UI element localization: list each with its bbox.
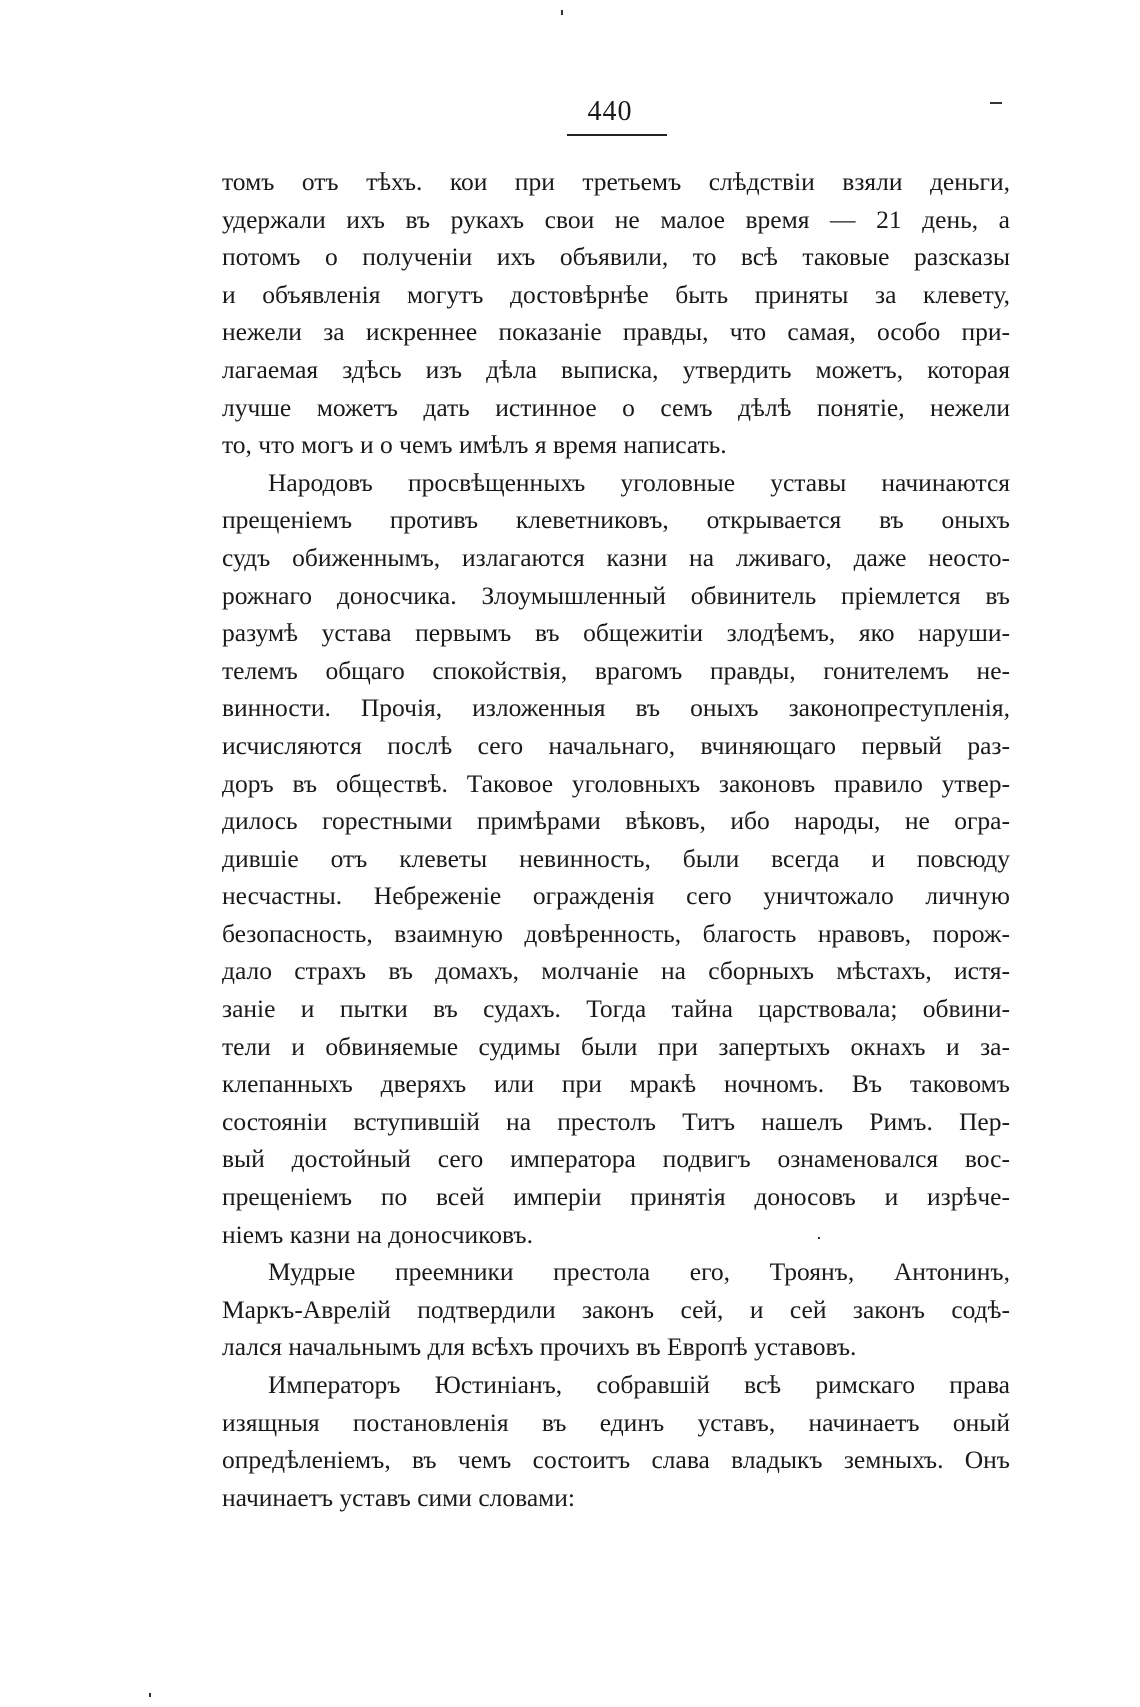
text-line: и объявленія могутъ достовѣрнѣе быть приняты за клевету, <box>222 279 1010 309</box>
text-line: доръ въ обществѣ. Таковое уголовныхъ законовъ правило утвер- <box>222 768 1010 798</box>
text-line: Императоръ Юстиніанъ, собравшій всѣ римскаго права <box>268 1370 1010 1399</box>
text-line: начинаетъ уставъ сими словами: <box>222 1482 576 1512</box>
text-line: нежели за искреннее показаніе правды, что самая, особо при- <box>222 317 1010 347</box>
text-line: изящныя постановленія въ единъ уставъ, начинаетъ оный <box>222 1407 1010 1437</box>
paragraph-1 <box>222 163 1010 464</box>
print-speck <box>149 1693 151 1697</box>
text-line: рожнаго доносчика. Злоумышленный обвинитель пріемлется въ <box>222 580 1010 610</box>
text-line: лучше можетъ дать истинное о семъ дѣлѣ понятіе, нежели <box>222 392 1010 422</box>
text-line: опредѣленіемъ, въ чемъ состоитъ слава владыкъ земныхъ. Онъ <box>222 1445 1010 1475</box>
text-line: томъ отъ тѣхъ. кои при третьемъ слѣдствіи взяли деньги, <box>222 167 1010 196</box>
text-line: прещеніемъ противъ клеветниковъ, открывается въ оныхъ <box>222 505 1010 535</box>
text-line: заніе и пытки въ судахъ. Тогда тайна царствовала; обвини- <box>222 994 1010 1024</box>
text-line: Мудрые преемники престола его, Троянъ, Антонинъ, <box>268 1257 1010 1287</box>
text-line: то, что могъ и о чемъ имѣлъ я время написать. <box>222 430 727 460</box>
text-line: безопасность, взаимную довѣренность, благость нравовъ, порож- <box>222 918 1010 948</box>
print-speck <box>561 10 563 15</box>
text-line: клепанныхъ дверяхъ или при мракѣ ночномъ. Въ таковомъ <box>222 1069 1010 1099</box>
text-line: ніемъ казни на доносчиковъ. <box>222 1219 533 1249</box>
text-line: состояніи вступившій на престолъ Титъ нашелъ Римъ. Пер- <box>222 1106 1010 1136</box>
text-line: дилось горестными примѣрами вѣковъ, ибо народы, не огра- <box>222 806 1010 836</box>
body-text <box>222 163 1010 1516</box>
text-line: судъ обиженнымъ, излагаются казни на лживаго, даже неосто- <box>222 542 1010 572</box>
text-line: несчастны. Небреженіе огражденія сего уничтожало личную <box>222 881 1010 911</box>
text-line: прещеніемъ по всей имперіи принятія доносовъ и изрѣче- <box>222 1182 1010 1212</box>
print-speck <box>990 102 1002 104</box>
text-line: дало страхъ въ домахъ, молчаніе на сборныхъ мѣстахъ, истя- <box>222 956 1010 986</box>
paragraph-2 <box>222 464 1010 1253</box>
page-number: 440 <box>587 96 633 127</box>
text-line: Народовъ просвѣщенныхъ уголовные уставы начинаются <box>268 467 1010 497</box>
text-line: тели и обвиняемые судимы были при запертыхъ окнахъ и за- <box>222 1031 1010 1061</box>
text-line: исчисляются послѣ сего начальнаго, вчиняющаго первый раз- <box>222 730 1010 760</box>
text-line: винности. Прочія, изложенныя въ оныхъ законопреступленія, <box>222 693 1010 723</box>
page-number-rule <box>567 134 667 136</box>
text-line: лался начальнымъ для всѣхъ прочихъ въ Европѣ уставовъ. <box>222 1332 857 1362</box>
text-line: дившіе отъ клеветы невинность, были всегда и повсюду <box>222 843 1010 873</box>
paragraph-3 <box>222 1253 1010 1366</box>
text-line: потомъ о полученіи ихъ объявили, то всѣ таковые разсказы <box>222 242 1010 272</box>
text-line: лагаемая здѣсь изъ дѣла выписка, утвердить можетъ, которая <box>222 354 1010 384</box>
text-line: удержали ихъ въ рукахъ свои не малое время — 21 день, а <box>222 204 1010 234</box>
text-line: телемъ общаго спокойствія, врагомъ правды, гонителемъ не- <box>222 655 1010 685</box>
text-line: разумѣ устава первымъ въ общежитіи злодѣемъ, яко наруши- <box>222 618 1010 648</box>
text-line: вый достойный сего императора подвигъ ознаменовался вос- <box>222 1144 1010 1174</box>
paragraph-4 <box>222 1366 1010 1516</box>
text-line: Маркъ-Аврелій подтвердили законъ сей, и сей законъ содѣ- <box>222 1294 1010 1324</box>
